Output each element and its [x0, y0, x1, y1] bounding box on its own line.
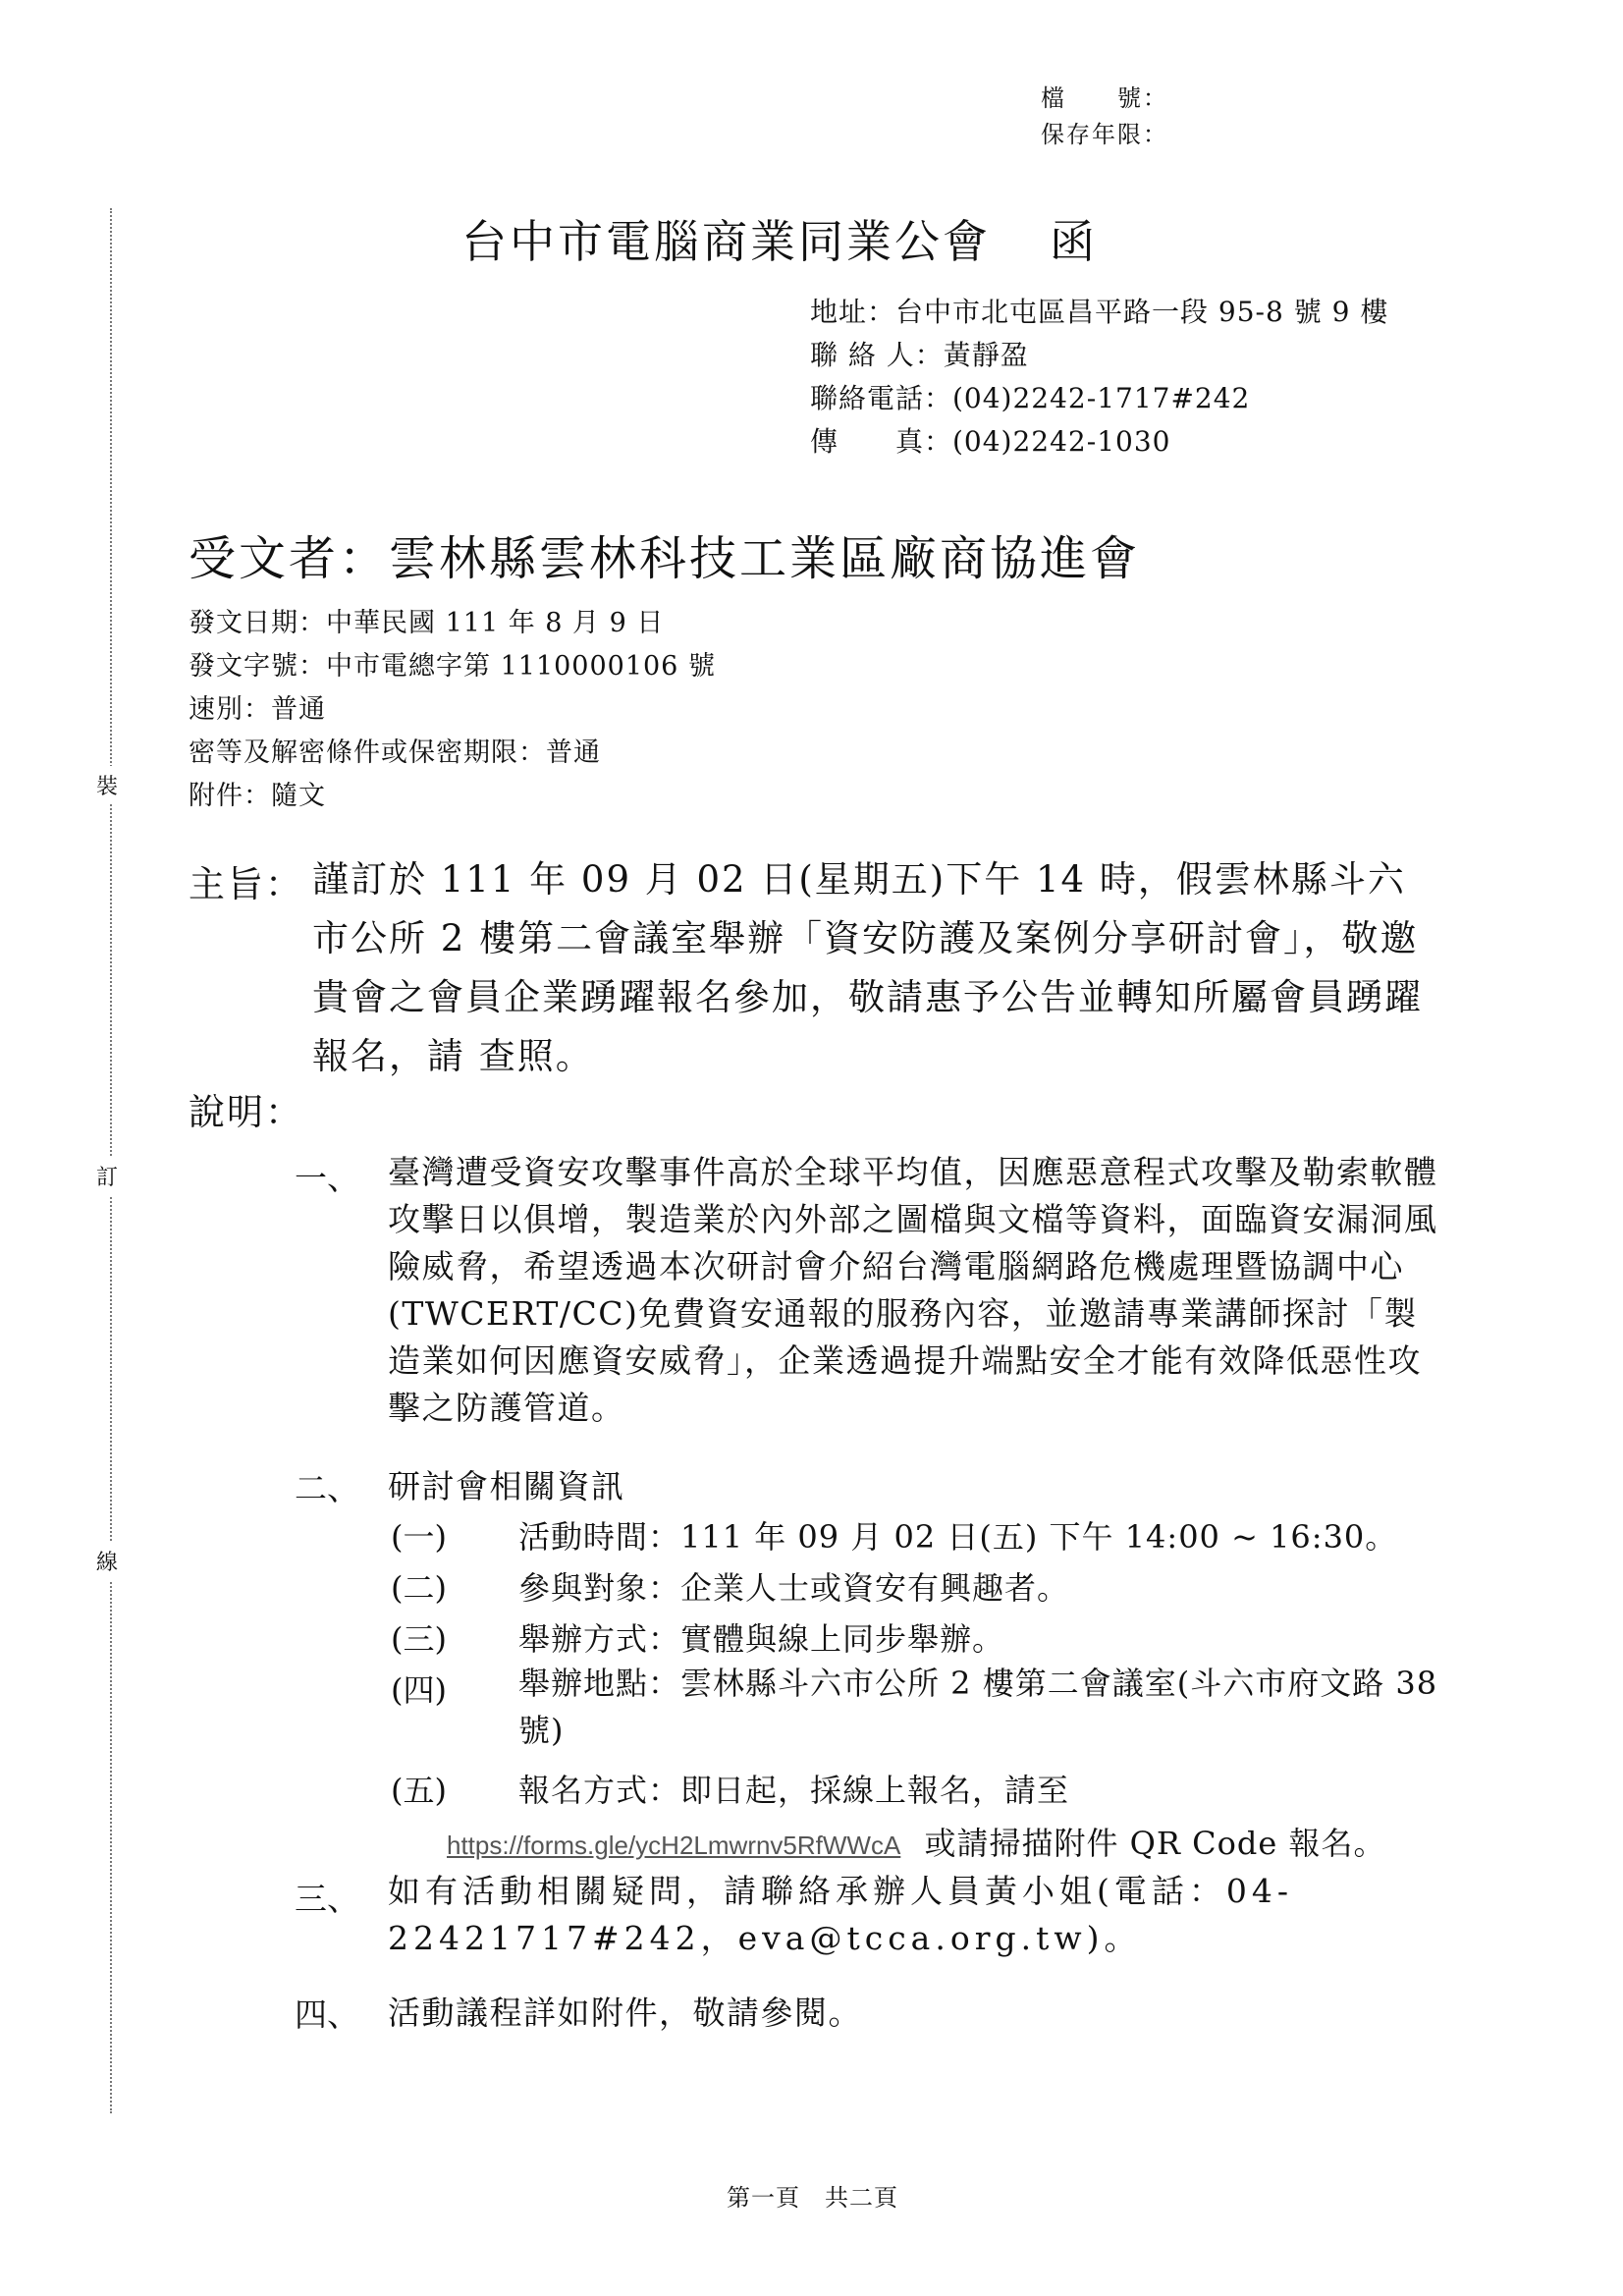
binding-mark-zhuang: 裝 [96, 766, 118, 804]
registration-line [447, 1819, 1386, 1864]
sub-item-location: 舉辦地點：雲林縣斗六市公所 2 樓第二會議室(斗六市府文路 38 號) [518, 1665, 1438, 1749]
page-number: 第一頁 共二頁 [727, 2184, 898, 2212]
sub-item-number: (二) [391, 1569, 447, 1607]
sub-item-number: (一) [391, 1518, 447, 1556]
item-3-number: 三、 [295, 1880, 359, 1918]
issue-date: 發文日期：中華民國 111 年 8 月 9 日 [189, 608, 665, 638]
contact-phone: 聯絡電話：(04)2242-1717#242 [810, 382, 1251, 414]
sub-item-number: (三) [391, 1620, 447, 1658]
item-1-number: 一、 [295, 1159, 359, 1197]
item-1-text: 臺灣遭受資安攻擊事件高於全球平均值，因應惡意程式攻擊及勒索軟體攻擊日以俱增，製造業於內外部之圖檔與文檔等資料，面臨資安漏洞風險威脅，希望透過本次研討會介紹台灣電腦網路危機處理暨協調中心(TWCERT/CC)免費資安通報的服務內容，並邀請專業講師探討「製造業如何因應資安威脅」，企業透過提升端點安全才能有效降低惡性攻擊之防護管道。 [388, 1153, 1438, 1427]
item-2-number: 二、 [295, 1469, 359, 1507]
sub-item-registration: 報名方式：即日起，採線上報名，請至 [518, 1772, 1070, 1809]
contact-address: 地址：台中市北屯區昌平路一段 95-8 號 9 樓 [810, 296, 1389, 328]
item-2-title: 研討會相關資訊 [388, 1467, 625, 1505]
document-type: 函 [1050, 215, 1098, 268]
binding-mark-ding: 訂 [96, 1157, 118, 1195]
document-title [461, 206, 1098, 271]
item-3-text: 如有活動相關疑問，請聯絡承辦人員黃小姐(電話：04-22421717#242，eva@tcca.org.tw)。 [388, 1872, 1294, 1957]
attachment: 附件：隨文 [189, 781, 326, 811]
sub-item-number: (五) [391, 1772, 447, 1809]
registration-link[interactable]: https://forms.gle/ycH2Lmwrnv5RfWWcA [447, 1831, 901, 1860]
description-label: 說明： [189, 1091, 303, 1133]
contact-person: 聯 絡 人：黃靜盈 [810, 339, 1029, 371]
recipient: 受文者：雲林縣雲林科技工業區廠商協進會 [189, 531, 1141, 586]
sub-item-number: (四) [391, 1671, 447, 1709]
subject-label: 主旨： [189, 863, 303, 905]
binding-mark-xian: 線 [96, 1542, 118, 1580]
registration-qr-note: 或請掃描附件 QR Code 報名。 [924, 1825, 1386, 1862]
item-4-number: 四、 [295, 1995, 359, 2034]
file-number-label: 檔 號： [1041, 84, 1168, 112]
sub-item-audience: 參與對象：企業人士或資安有興趣者。 [518, 1569, 1070, 1607]
item-4-text: 活動議程詳如附件，敬請參閱。 [388, 1994, 862, 2032]
security-level: 密等及解密條件或保密期限：普通 [189, 738, 601, 768]
retention-period-label: 保存年限： [1041, 121, 1168, 148]
sub-item-time: 活動時間：111 年 09 月 02 日(五) 下午 14:00 ~ 16:30。 [518, 1518, 1398, 1556]
subject-text: 謹訂於 111 年 09 月 02 日(星期五)下午 14 時，假雲林縣斗六市公所 2 樓第二會議室舉辦「資安防護及案例分享研討會」，敬邀 貴會之會員企業踴躍報名參加，敬請惠予公告並轉知所屬會員踴躍報名，請 查照。 [312, 858, 1423, 1077]
organization-name: 台中市電腦商業同業公會 [461, 215, 991, 268]
sub-item-format: 舉辦方式：實體與線上同步舉辦。 [518, 1620, 1005, 1658]
reference-number: 發文字號：中市電總字第 1110000106 號 [189, 651, 716, 682]
delivery-speed: 速別：普通 [189, 694, 326, 725]
contact-fax: 傳 真：(04)2242-1030 [810, 425, 1171, 458]
